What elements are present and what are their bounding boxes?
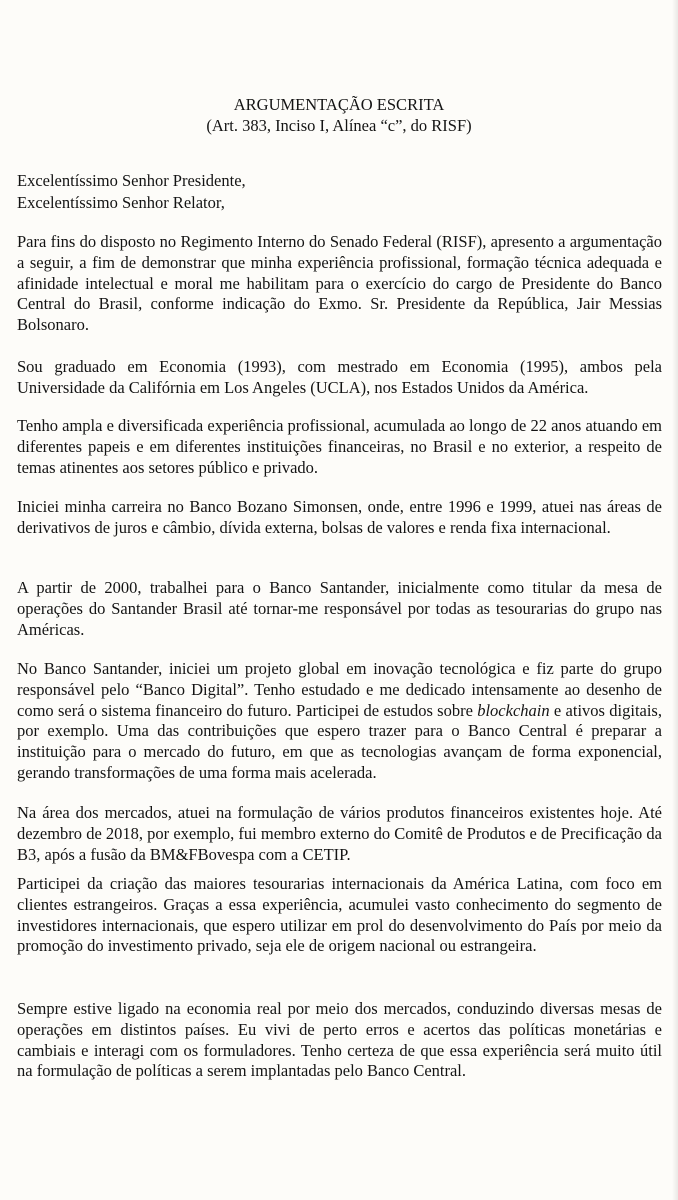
paragraph-real-economy: Sempre estive ligado na economia real por meio dos mercados, conduzindo diversas mesas de operações em distintos países. Eu vivi de perto erros e acertos das políticas monetárias e cambiais e interagi com os formuladores. Tenho certeza de que essa experiência será muito útil na formulação de políticas a serem implantadas pelo Banco Central. xyxy=(17,999,662,1081)
scan-edge-shadow xyxy=(672,0,678,1200)
paragraph-education: Sou graduado em Economia (1993), com mestrado em Economia (1995), ambos pela Universidade da Califórnia em Los Angeles (UCLA), nos Estados Unidos da América. xyxy=(17,357,662,397)
emphasized-term: blockchain xyxy=(477,700,550,720)
salutation-line: Excelentíssimo Senhor Relator, xyxy=(17,193,225,212)
paragraph-career-start: Iniciei minha carreira no Banco Bozano Simonsen, onde, entre 1996 e 1999, atuei nas áreas de derivativos de juros e câmbio, dívida externa, bolsas de valores e renda fixa internacional. xyxy=(17,497,662,537)
document-title: ARGUMENTAÇÃO ESCRITA xyxy=(233,95,445,114)
paragraph-innovation xyxy=(17,659,662,784)
paragraph-treasuries: Participei da criação das maiores tesourarias internacionais da América Latina, com foco em clientes estrangeiros. Graças a essa experiência, acumulei vasto conhecimento do segmento de investidores internacionais, que espero utilizar em prol do desenvolvimento do País por meio da promoção do investimento privado, seja ele de origem nacional ou estrangeira. xyxy=(17,874,662,956)
paragraph-text: No Banco Santander, iniciei um projeto global em inovação tecnológica e fiz parte do grupo responsável pelo “Banco Digital”. Tenho estudado e me dedicado intensamente ao desenho de como será o sistema financeiro do futuro. Participei de estudos sobre xyxy=(17,659,662,720)
salutation xyxy=(17,170,246,214)
paragraph-text: e ativos digitais, por exemplo. Uma das contribuições que espero trazer para o Banco Central é preparar a instituição para o mercado do futuro, em que as tecnologias avançam de forma exponencial, gerando transformações de uma forma mais acelerada. xyxy=(17,700,662,782)
paragraph-markets: Na área dos mercados, atuei na formulação de vários produtos financeiros existentes hoje. Até dezembro de 2018, por exemplo, fui membro externo do Comitê de Produtos e de Precificação da B3, após a fusão da BM&FBovespa com a CETIP. xyxy=(17,803,662,864)
paragraph-santander: A partir de 2000, trabalhei para o Banco Santander, inicialmente como titular da mesa de operações do Santander Brasil até tornar-me responsável por todas as tesourarias do grupo nas Américas. xyxy=(17,578,662,639)
salutation-line: Excelentíssimo Senhor Presidente, xyxy=(17,171,246,190)
paragraph-intro: Para fins do disposto no Regimento Interno do Senado Federal (RISF), apresento a argumentação a seguir, a fim de demonstrar que minha experiência profissional, formação técnica adequada e afinidade intelectual e moral me habilitam para o exercício do cargo de Presidente do Banco Central do Brasil, conforme indicação do Exmo. Sr. Presidente da República, Jair Messias Bolsonaro. xyxy=(17,232,662,335)
document-subtitle: (Art. 383, Inciso I, Alínea “c”, do RISF) xyxy=(206,116,472,135)
document-header xyxy=(0,94,678,136)
paragraph-experience: Tenho ampla e diversificada experiência profissional, acumulada ao longo de 22 anos atuando em diferentes papeis e em diferentes instituições financeiras, no Brasil e no exterior, a respeito de temas atinentes aos setores público e privado. xyxy=(17,416,662,477)
